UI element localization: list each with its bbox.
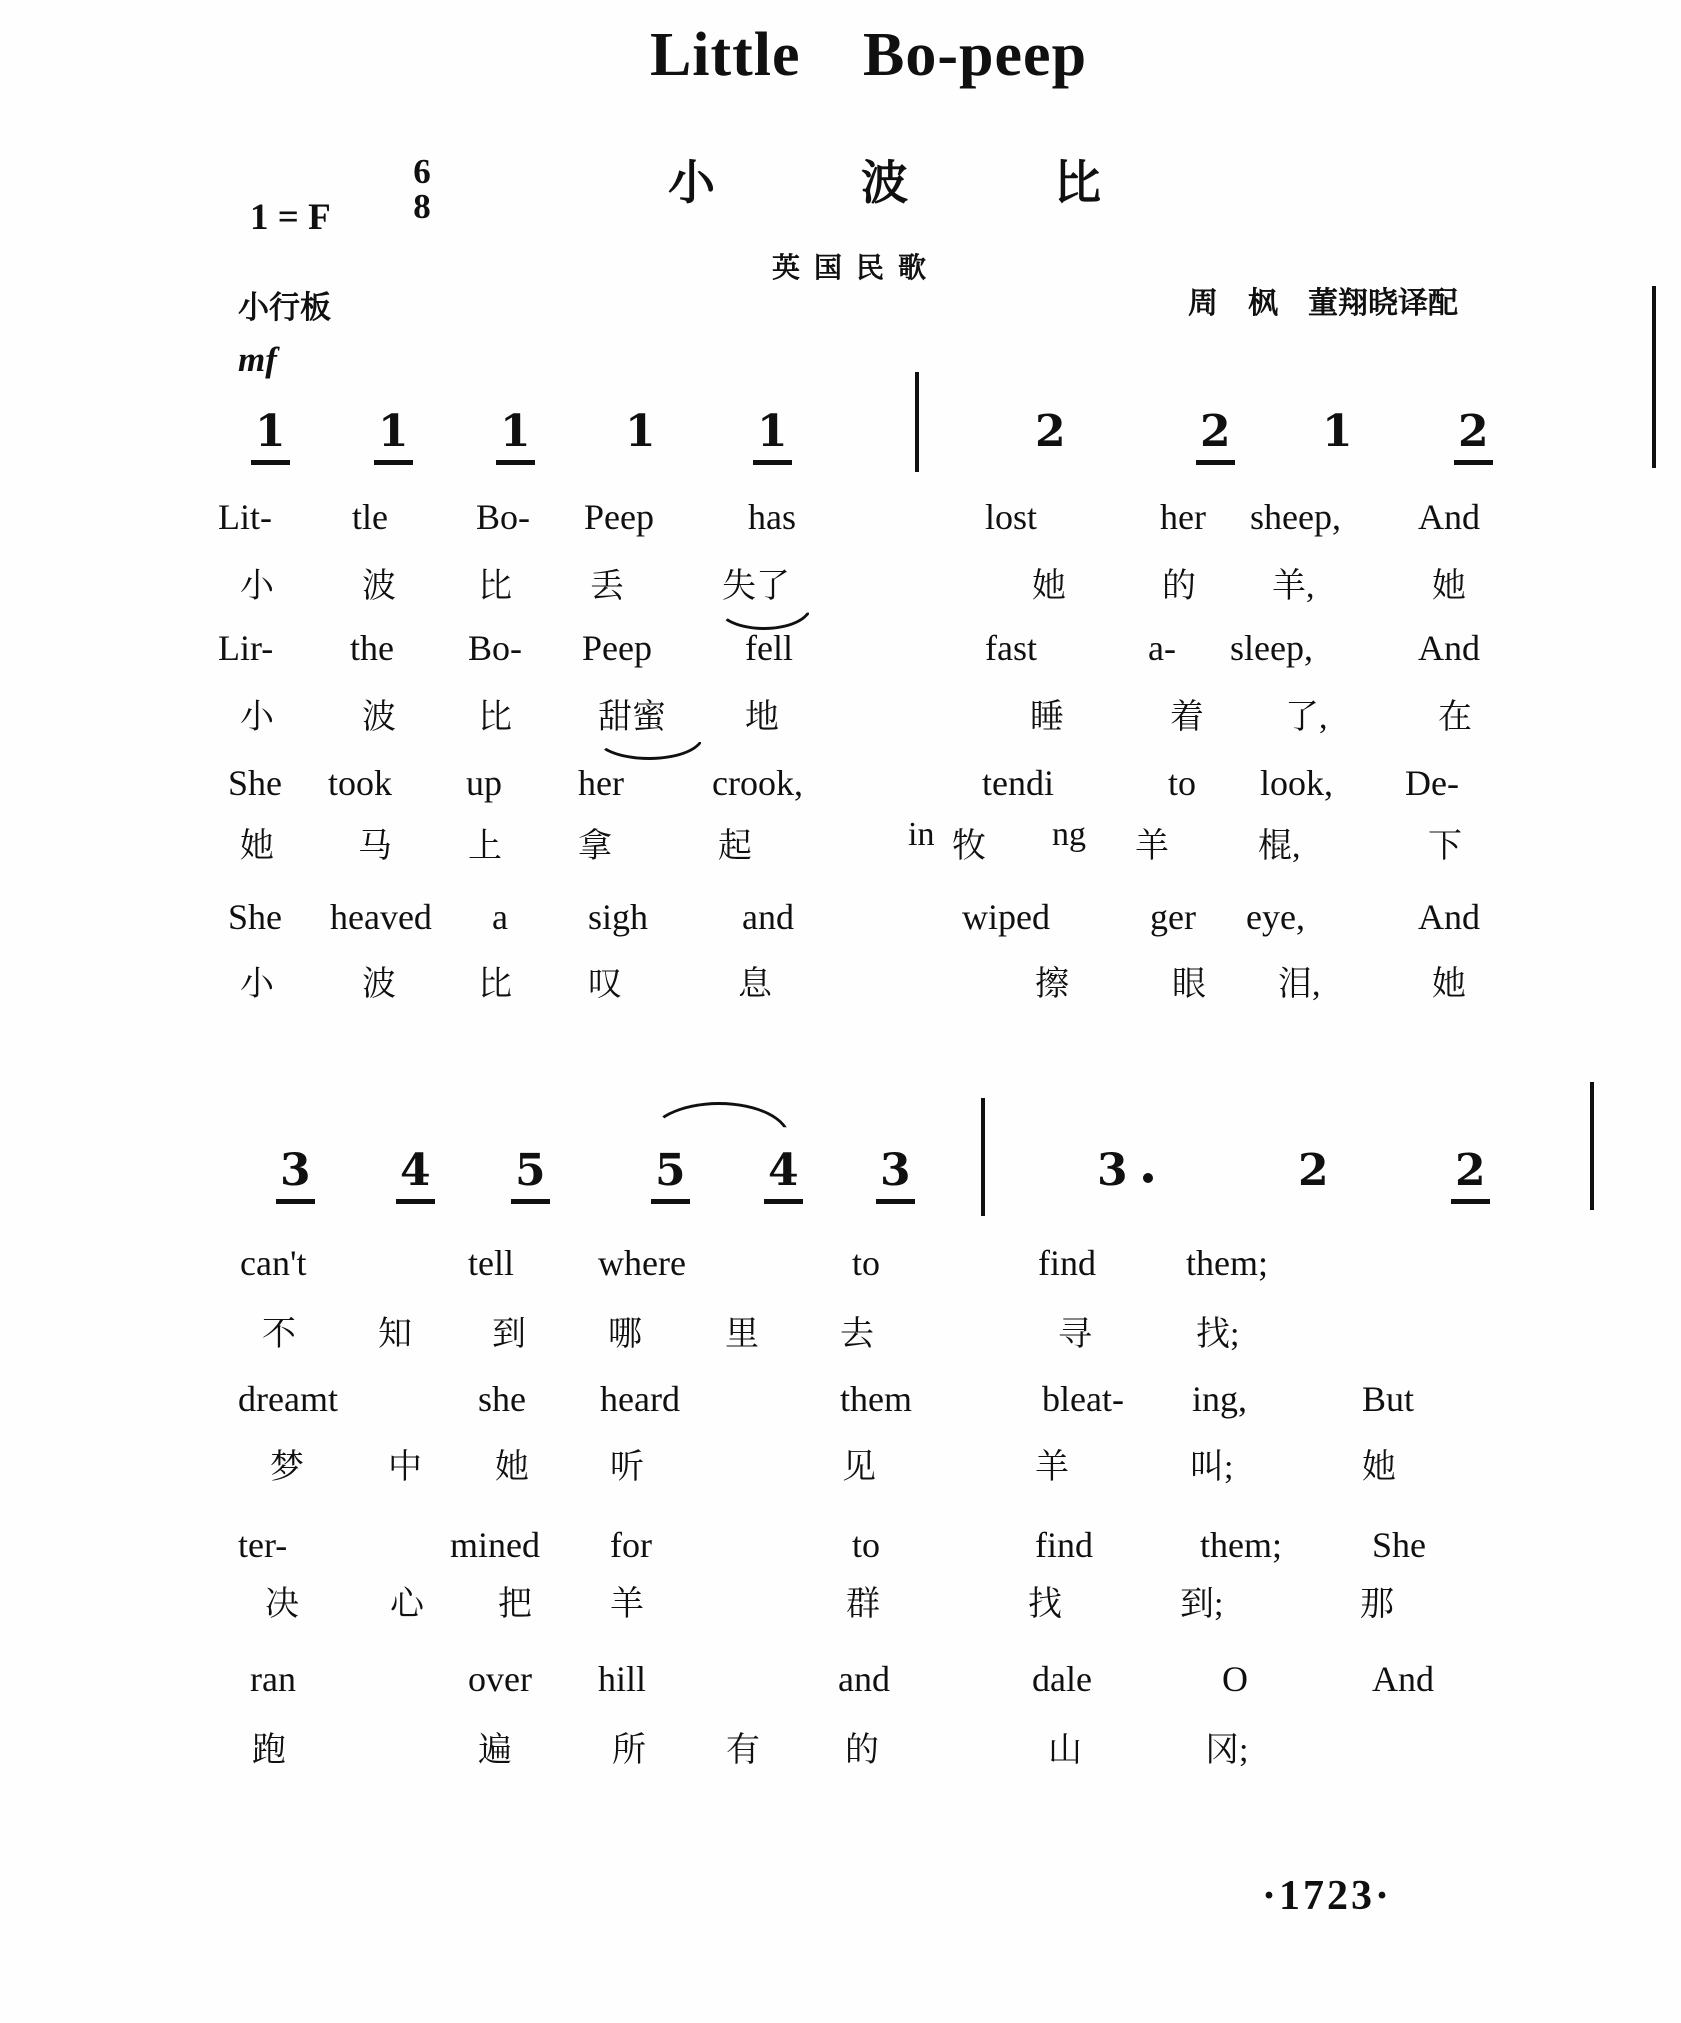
lyric-word: bleat- (1042, 1379, 1124, 1419)
lyric-word: Lir- (218, 628, 274, 668)
lyric-word: 波 (362, 966, 396, 1003)
lyric-word: ran (250, 1659, 296, 1699)
lyric-word: De- (1405, 763, 1459, 803)
lyric-word: 起 (718, 828, 752, 865)
lyric-word: 羊 (1135, 828, 1169, 865)
lyric-word: 棍, (1258, 828, 1301, 865)
lyric-row-chinese (0, 1730, 1681, 1802)
slur-arc (648, 1102, 790, 1138)
lyric-word: find (1035, 1525, 1093, 1565)
lyric-word: She (228, 897, 282, 937)
note: 2 (1035, 406, 1066, 457)
note: 1 (374, 408, 413, 465)
lyric-word: eye, (1246, 897, 1305, 937)
lyric-word: 拿 (578, 828, 612, 865)
lyric-word: 跑 (252, 1732, 286, 1769)
lyric-word: 听 (610, 1449, 644, 1486)
lyric-word: 知 (378, 1316, 412, 1353)
lyric-row-chinese (0, 1314, 1681, 1386)
lyric-word: 有 (726, 1732, 760, 1769)
lyric-word: 失了 (722, 568, 790, 605)
lyric-word: and (838, 1659, 890, 1699)
lyric-word: her (578, 763, 624, 803)
lyric-word: for (610, 1525, 652, 1565)
note: 1 (1322, 406, 1353, 457)
lyric-word: where (598, 1243, 686, 1283)
barline (981, 1098, 985, 1216)
lyric-word: 波 (362, 699, 396, 736)
lyric-word: heaved (330, 897, 432, 937)
lyric-word: tell (468, 1243, 514, 1283)
lyric-word: 决 (265, 1586, 299, 1623)
lyric-row-chinese (0, 964, 1681, 1036)
lyric-word: sleep, (1230, 628, 1313, 668)
lyric-word: 到; (1180, 1586, 1224, 1623)
lyric-word: 见 (842, 1449, 876, 1486)
note: 5 (651, 1147, 690, 1204)
lyric-word: 她 (495, 1449, 529, 1486)
dynamic-marking: mf (238, 340, 277, 379)
lyric-word: 羊 (1035, 1449, 1069, 1486)
lyric-word: dale (1032, 1659, 1092, 1699)
lyric-word: a- (1148, 628, 1176, 668)
lyric-word: 着 (1170, 699, 1204, 736)
note: 1 (753, 408, 792, 465)
lyric-word: 不 (262, 1316, 296, 1353)
lyric-word: 比 (478, 966, 512, 1003)
lyric-word: 找; (1196, 1316, 1240, 1353)
lyric-word: 她 (1362, 1449, 1396, 1486)
lyric-word: 羊 (610, 1586, 644, 1623)
time-signature-denominator: 8 (413, 187, 431, 226)
translators-credit: 周 枫 董翔晓译配 (1188, 287, 1458, 320)
note: 2 (1454, 408, 1493, 465)
lyric-word: up (466, 763, 502, 803)
lyric-word: mined (450, 1525, 540, 1565)
lyric-word: fell (745, 628, 793, 668)
lyric-word: 了, (1285, 699, 1328, 736)
lyric-word: 牧 (952, 828, 986, 865)
lyric-word: 的 (845, 1732, 879, 1769)
lyric-word: 她 (240, 828, 274, 865)
lyric-row-english (0, 496, 1681, 568)
lyric-word: heard (600, 1379, 680, 1419)
lyric-word: 她 (1032, 568, 1066, 605)
lyric-row-english (0, 1242, 1681, 1314)
notation-row (0, 1147, 1681, 1219)
note: 1 (496, 408, 535, 465)
lyric-word: 寻 (1058, 1316, 1092, 1353)
lyric-word: 那 (1360, 1586, 1394, 1623)
note: 1 (251, 408, 290, 465)
lyric-word: crook, (712, 763, 803, 803)
lyric-word: 遍 (478, 1732, 512, 1769)
lyric-word: 羊, (1272, 568, 1315, 605)
lyric-word: 冈; (1205, 1732, 1249, 1769)
lyric-word: Peep (582, 628, 652, 668)
note: 5 (511, 1147, 550, 1204)
lyric-word: And (1418, 628, 1480, 668)
lyric-word: over (468, 1659, 532, 1699)
lyric-row-english (0, 627, 1681, 699)
lyric-word: hill (598, 1659, 647, 1699)
lyric-word: She (1372, 1525, 1426, 1565)
key-signature: 1 = F (250, 197, 331, 238)
lyric-word: 丢 (590, 568, 624, 605)
lyric-word: them; (1186, 1243, 1268, 1283)
lyric-word: 小 (240, 699, 274, 736)
lyric-word: 下 (1428, 828, 1462, 865)
lyric-word: 叹 (588, 966, 622, 1003)
lyric-word: sigh (588, 897, 649, 937)
lyric-word: 眼 (1172, 966, 1206, 1003)
lyric-word: look, (1260, 763, 1334, 803)
lyric-row-english (0, 896, 1681, 968)
lyric-word: Bo- (468, 628, 522, 668)
lyric-row-english (0, 1378, 1681, 1450)
lyric-word: 里 (725, 1316, 759, 1353)
lyric-word: 去 (840, 1316, 874, 1353)
time-signature (400, 154, 444, 224)
lyric-word: a (492, 897, 508, 937)
lyric-word: 梦 (270, 1449, 304, 1486)
lyric-word: 到 (492, 1316, 526, 1353)
lyric-word: And (1418, 497, 1480, 537)
tempo-marking: 小行板 (238, 290, 331, 325)
note: 4 (396, 1147, 435, 1204)
lyric-word: 她 (1432, 568, 1466, 605)
lyric-word: tendi (982, 763, 1054, 803)
barline (1652, 286, 1656, 468)
lyric-word: dreamt (238, 1379, 338, 1419)
lyric-word: wiped (962, 897, 1050, 937)
lyric-word: 睡 (1030, 699, 1064, 736)
lyric-word: sheep, (1250, 497, 1341, 537)
lyric-word: 比 (478, 568, 512, 605)
lyric-word: She (228, 763, 282, 803)
lyric-word: 小 (240, 568, 274, 605)
lyric-word: them; (1200, 1525, 1282, 1565)
lyric-word: 叫; (1190, 1449, 1234, 1486)
lyric-word: them (840, 1379, 912, 1419)
lyric-word: Lit- (218, 497, 272, 537)
lyric-word: ger (1150, 897, 1196, 937)
lyric-row-english (0, 762, 1681, 834)
lyric-word: can't (240, 1243, 307, 1283)
lyric-word: 中 (388, 1449, 422, 1486)
lyric-word: and (742, 897, 794, 937)
lyric-word: 哪 (608, 1316, 642, 1353)
lyric-word: 波 (362, 568, 396, 605)
lyric-word: her (1160, 497, 1206, 537)
lyric-word: Peep (584, 497, 654, 537)
lyric-word: she (478, 1379, 526, 1419)
lyric-word: 的 (1162, 568, 1196, 605)
lyric-word: 所 (612, 1732, 646, 1769)
lyric-word: 找 (1028, 1586, 1062, 1623)
lyric-word: fast (985, 628, 1037, 668)
lyric-word: 心 (390, 1586, 424, 1623)
page-number: ·1723· (1262, 1873, 1393, 1919)
lyric-row-chinese (0, 697, 1681, 769)
lyric-word: 甜蜜 (598, 699, 666, 736)
lyric-word: 泪, (1278, 966, 1321, 1003)
lyric-word: 群 (846, 1586, 880, 1623)
note: 1 (625, 406, 656, 457)
lyric-word: tle (352, 497, 388, 537)
lyric-word: took (328, 763, 393, 803)
lyric-word: And (1418, 897, 1480, 937)
lyric-row-chinese (0, 1447, 1681, 1519)
lyric-word: 她 (1432, 966, 1466, 1003)
note: 2 (1196, 408, 1235, 465)
lyric-word: 上 (468, 828, 502, 865)
time-signature-numerator: 6 (413, 152, 431, 191)
lyric-word: find (1038, 1243, 1096, 1283)
note: 2 (1451, 1147, 1490, 1204)
lyric-row-chinese (0, 1584, 1681, 1656)
lyric-word: Bo- (476, 497, 530, 537)
lyric-word: 马 (358, 828, 392, 865)
lyric-word: 地 (745, 699, 779, 736)
lyric-word: to (1168, 763, 1197, 803)
lyric-word: 擦 (1035, 966, 1069, 1003)
lyric-word: 把 (498, 1586, 532, 1623)
note: 4 (764, 1147, 803, 1204)
lyric-row-english (0, 1658, 1681, 1730)
notation-row (0, 408, 1681, 480)
lyric-word: 息 (738, 966, 772, 1003)
lyric-word: ter- (238, 1525, 288, 1565)
lyric-word: has (748, 497, 796, 537)
note: 3 (276, 1147, 315, 1204)
lyric-word: lost (985, 497, 1038, 537)
lyric-row-chinese (0, 816, 1681, 898)
lyric-word: 比 (478, 699, 512, 736)
song-origin: 英国民歌 (772, 252, 941, 283)
augmentation-dot (1143, 1173, 1153, 1183)
song-title-chinese: 小波比 (668, 158, 1247, 210)
barline (1590, 1082, 1594, 1210)
lyric-word: to (852, 1525, 881, 1565)
note: 3 (876, 1147, 915, 1204)
lyric-word: And (1372, 1659, 1434, 1699)
lyric-word: But (1362, 1379, 1415, 1419)
barline (915, 372, 919, 472)
lyric-word: 在 (1438, 699, 1472, 736)
lyric-word-small: in (908, 816, 935, 853)
note: 3 (1097, 1145, 1128, 1196)
song-title: Little Bo-peep (649, 21, 1088, 89)
lyric-word: O (1222, 1659, 1248, 1699)
lyric-word-small: ng (1052, 816, 1086, 853)
lyric-word: 小 (240, 966, 274, 1003)
lyric-word: the (350, 628, 394, 668)
note: 2 (1298, 1145, 1329, 1196)
lyric-word: to (852, 1243, 881, 1283)
lyric-word: ing, (1192, 1379, 1248, 1419)
lyric-word: 山 (1048, 1732, 1082, 1769)
